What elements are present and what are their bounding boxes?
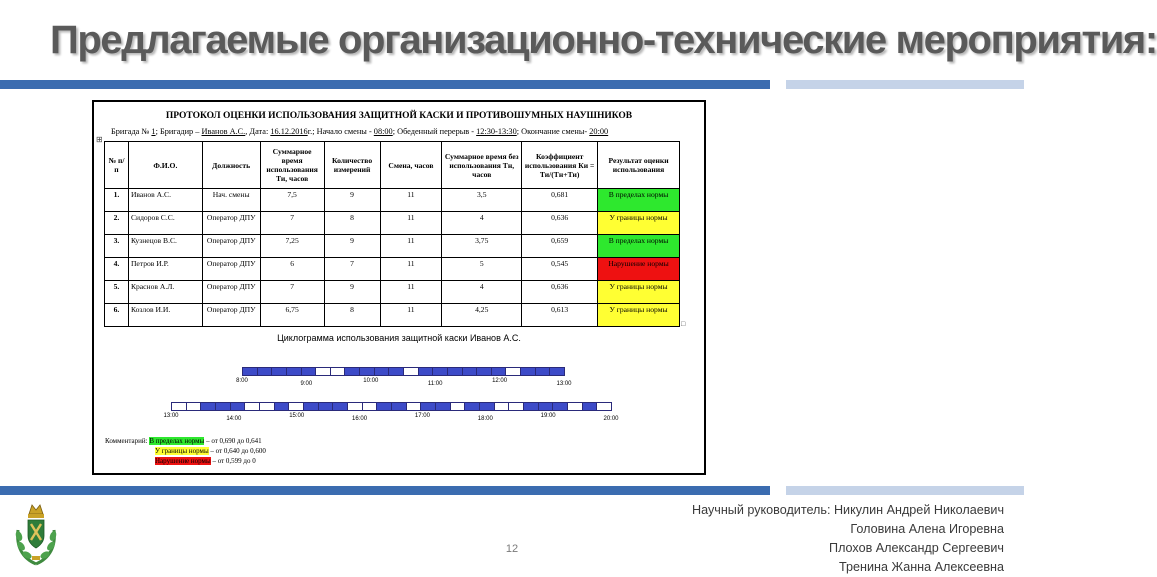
header-fio: Ф.И.О.	[128, 142, 202, 189]
cyclogram-tick-label: 17:00	[414, 413, 430, 419]
cyclogram-segment	[476, 367, 492, 376]
header-coef: Коэффициент использования Ки = Ти/(Тн+Ти)	[522, 142, 598, 189]
cyclogram-segment	[230, 402, 246, 411]
cyclogram-segment	[388, 367, 404, 376]
cell-coef: 0,636	[522, 212, 598, 235]
cyclogram-segment	[505, 367, 521, 376]
cyclogram-segment	[508, 402, 524, 411]
header-bar-dark	[0, 80, 770, 89]
cell-shift: 11	[380, 281, 442, 304]
cyclogram-segment	[359, 367, 375, 376]
cyclogram-segment	[344, 367, 360, 376]
cyclogram-segment	[288, 402, 304, 411]
cyclogram-tick-label: 16:00	[352, 416, 368, 422]
cell-ti: 6,75	[260, 304, 324, 327]
cell-fio: Кузнецов В.С.	[128, 235, 202, 258]
cyclogram-tick-label: 15:00	[289, 413, 305, 419]
cell-ti: 6	[260, 258, 324, 281]
cell-shift: 11	[380, 304, 442, 327]
cell-num: 2.	[105, 212, 129, 235]
cell-count: 8	[324, 212, 380, 235]
cell-num: 4.	[105, 258, 129, 281]
cell-position: Оператор ДПУ	[202, 258, 260, 281]
cyclogram-segment	[259, 402, 275, 411]
cyclogram-segment	[552, 402, 568, 411]
cyclogram-segment	[418, 367, 434, 376]
author-2: Плохов Александр Сергеевич	[829, 541, 1004, 555]
cell-shift: 11	[380, 235, 442, 258]
cyclogram-segment	[435, 402, 451, 411]
page-number: 12	[505, 543, 519, 555]
table-row	[105, 304, 680, 327]
table-header-row	[105, 142, 680, 189]
cell-position: Оператор ДПУ	[202, 304, 260, 327]
cell-shift: 11	[380, 258, 442, 281]
cyclogram-segment	[215, 402, 231, 411]
cyclogram-segment	[376, 402, 392, 411]
cell-count: 7	[324, 258, 380, 281]
cell-result: У границы нормы	[598, 304, 680, 327]
cell-result: Нарушение нормы	[598, 258, 680, 281]
header-measurements: Количество измерений	[324, 142, 380, 189]
cyclogram-tick-label: 9:00	[300, 381, 313, 387]
cyclogram-tick-label: 13:00	[556, 381, 572, 387]
cell-ti: 7,5	[260, 189, 324, 212]
slide-title: Предлагаемые организационно-технические мероприятия:	[50, 18, 1157, 62]
cell-num: 5.	[105, 281, 129, 304]
table-move-handle-icon[interactable]: ⊞	[96, 135, 103, 144]
cyclogram-title: Циклограмма использования защитной каски Иванов А.С.	[277, 333, 521, 343]
table-row	[105, 212, 680, 235]
cyclogram-segment	[200, 402, 216, 411]
cyclogram-tick-label: 13:00	[163, 413, 179, 419]
cell-result: У границы нормы	[598, 281, 680, 304]
table-row	[105, 258, 680, 281]
cell-shift: 11	[380, 189, 442, 212]
header-result: Результат оценки использования	[598, 142, 680, 189]
author-3: Тренина Жанна Алексеевна	[839, 560, 1004, 574]
protocol-table	[104, 141, 680, 327]
cell-coef: 0,636	[522, 281, 598, 304]
cyclogram-segment	[491, 367, 507, 376]
cyclogram-segment	[549, 367, 565, 376]
cell-num: 6.	[105, 304, 129, 327]
cell-ti: 7	[260, 281, 324, 304]
cyclogram-segment	[301, 367, 317, 376]
cyclogram-tick-label: 14:00	[226, 416, 242, 422]
header-num: № п/п	[105, 142, 129, 189]
protocol-title: ПРОТОКОЛ ОЦЕНКИ ИСПОЛЬЗОВАНИЯ ЗАЩИТНОЙ КАСКИ И ПРОТИВОШУМНЫХ НАУШНИКОВ	[165, 111, 633, 121]
cyclogram-tick-label: 19:00	[540, 413, 556, 419]
table-row	[105, 235, 680, 258]
legend-green: В пределах нормы	[149, 437, 205, 445]
cell-shift: 11	[380, 212, 442, 235]
cell-num: 3.	[105, 235, 129, 258]
cell-fio: Краснов А.Л.	[128, 281, 202, 304]
supervisor: Научный руководитель: Никулин Андрей Николаевич	[692, 503, 1004, 517]
cyclogram-segment	[582, 402, 598, 411]
cell-ti: 7	[260, 212, 324, 235]
cell-position: Оператор ДПУ	[202, 212, 260, 235]
cyclogram-segment	[242, 367, 258, 376]
cell-count: 9	[324, 281, 380, 304]
authors-block	[692, 501, 1004, 577]
cell-fio: Козлов И.И.	[128, 304, 202, 327]
cell-fio: Петров И.Р.	[128, 258, 202, 281]
cyclogram-segment	[171, 402, 187, 411]
header-total-time: Суммарное время использования Ти, часов	[260, 142, 324, 189]
cyclogram-row-morning	[236, 367, 572, 389]
cell-tn: 4	[442, 281, 522, 304]
cell-ti: 7,25	[260, 235, 324, 258]
header-time-without: Суммарное время без использования Тн, часов	[442, 142, 522, 189]
cyclogram-segment	[271, 367, 287, 376]
cyclogram-segment	[244, 402, 260, 411]
cyclogram-segment	[447, 367, 463, 376]
cyclogram-segment	[315, 367, 331, 376]
legend-red: Нарушение нормы	[155, 457, 211, 465]
cyclogram-segment	[479, 402, 495, 411]
cell-coef: 0,545	[522, 258, 598, 281]
protocol-document	[92, 100, 706, 475]
cyclogram-segment	[520, 367, 536, 376]
cyclogram-segment	[303, 402, 319, 411]
cyclogram-segment	[596, 402, 612, 411]
table-resize-handle-icon[interactable]: □	[681, 321, 686, 328]
cyclogram-segment	[286, 367, 302, 376]
header-position: Должность	[202, 142, 260, 189]
legend-yellow: У границы нормы	[155, 447, 209, 455]
cell-position: Нач. смены	[202, 189, 260, 212]
cyclogram-segment	[318, 402, 334, 411]
header-shift: Смена, часов	[380, 142, 442, 189]
cyclogram-segment	[494, 402, 510, 411]
cell-coef: 0,613	[522, 304, 598, 327]
cyclogram-segment	[523, 402, 539, 411]
cyclogram-segment	[332, 402, 348, 411]
cell-fio: Сидоров С.С.	[128, 212, 202, 235]
cyclogram-segment	[186, 402, 202, 411]
cyclogram-segment	[403, 367, 419, 376]
cell-result: У границы нормы	[598, 212, 680, 235]
cyclogram-segment	[374, 367, 390, 376]
cell-result: В пределах нормы	[598, 235, 680, 258]
cyclogram-tick-label: 12:00	[492, 378, 508, 384]
cyclogram-segment	[567, 402, 583, 411]
cell-coef: 0,681	[522, 189, 598, 212]
cyclogram-segment	[347, 402, 363, 411]
cell-tn: 3,75	[442, 235, 522, 258]
cyclogram-segment	[257, 367, 273, 376]
cyclogram-segment	[406, 402, 422, 411]
cell-tn: 5	[442, 258, 522, 281]
cell-count: 8	[324, 304, 380, 327]
cell-tn: 4,25	[442, 304, 522, 327]
cyclogram-segment	[535, 367, 551, 376]
cell-position: Оператор ДПУ	[202, 235, 260, 258]
cyclogram-segment	[462, 367, 478, 376]
author-1: Головина Алена Игоревна	[850, 522, 1004, 536]
cyclogram-segment	[450, 402, 466, 411]
cell-count: 9	[324, 189, 380, 212]
cell-coef: 0,659	[522, 235, 598, 258]
cyclogram-segment	[362, 402, 378, 411]
cyclogram-segment	[464, 402, 480, 411]
footer-bar-dark	[0, 486, 770, 495]
cell-tn: 3,5	[442, 189, 522, 212]
cyclogram-tick-label: 20:00	[603, 416, 619, 422]
header-bar-light	[786, 80, 1024, 89]
cyclogram-tick-label: 18:00	[477, 416, 493, 422]
comments-block: Комментарий: В пределах нормы – от 0,690 до 0,641 У границы нормы – от 0,640 до 0,600 Нарушение нормы – от 0,599 до 0	[105, 437, 266, 465]
table-row	[105, 189, 680, 212]
footer-bar-light	[786, 486, 1024, 495]
cyclogram-segment	[432, 367, 448, 376]
cyclogram-segment	[274, 402, 290, 411]
cyclogram-segment	[391, 402, 407, 411]
cyclogram-tick-label: 8:00	[236, 378, 248, 384]
cell-tn: 4	[442, 212, 522, 235]
cell-result: В пределах нормы	[598, 189, 680, 212]
protocol-info: Бригада № 1; Бригадир – Иванов А.С., Дата: 16.12.2016г.; Начало смены - 08:00; Обеденный перерыв - 12:30-13:30; Окончание смены- 20:00	[111, 127, 609, 136]
cyclogram-tick-label: 11:00	[427, 381, 443, 387]
cyclogram-segment	[538, 402, 554, 411]
cell-position: Оператор ДПУ	[202, 281, 260, 304]
cyclogram-row-afternoon	[163, 402, 619, 424]
cell-num: 1.	[105, 189, 129, 212]
cell-count: 9	[324, 235, 380, 258]
cyclogram-segment	[420, 402, 436, 411]
cyclogram-segment	[330, 367, 346, 376]
cyclogram-tick-label: 10:00	[363, 378, 379, 384]
cell-fio: Иванов А.С.	[128, 189, 202, 212]
university-emblem-icon	[12, 500, 60, 568]
table-row	[105, 281, 680, 304]
